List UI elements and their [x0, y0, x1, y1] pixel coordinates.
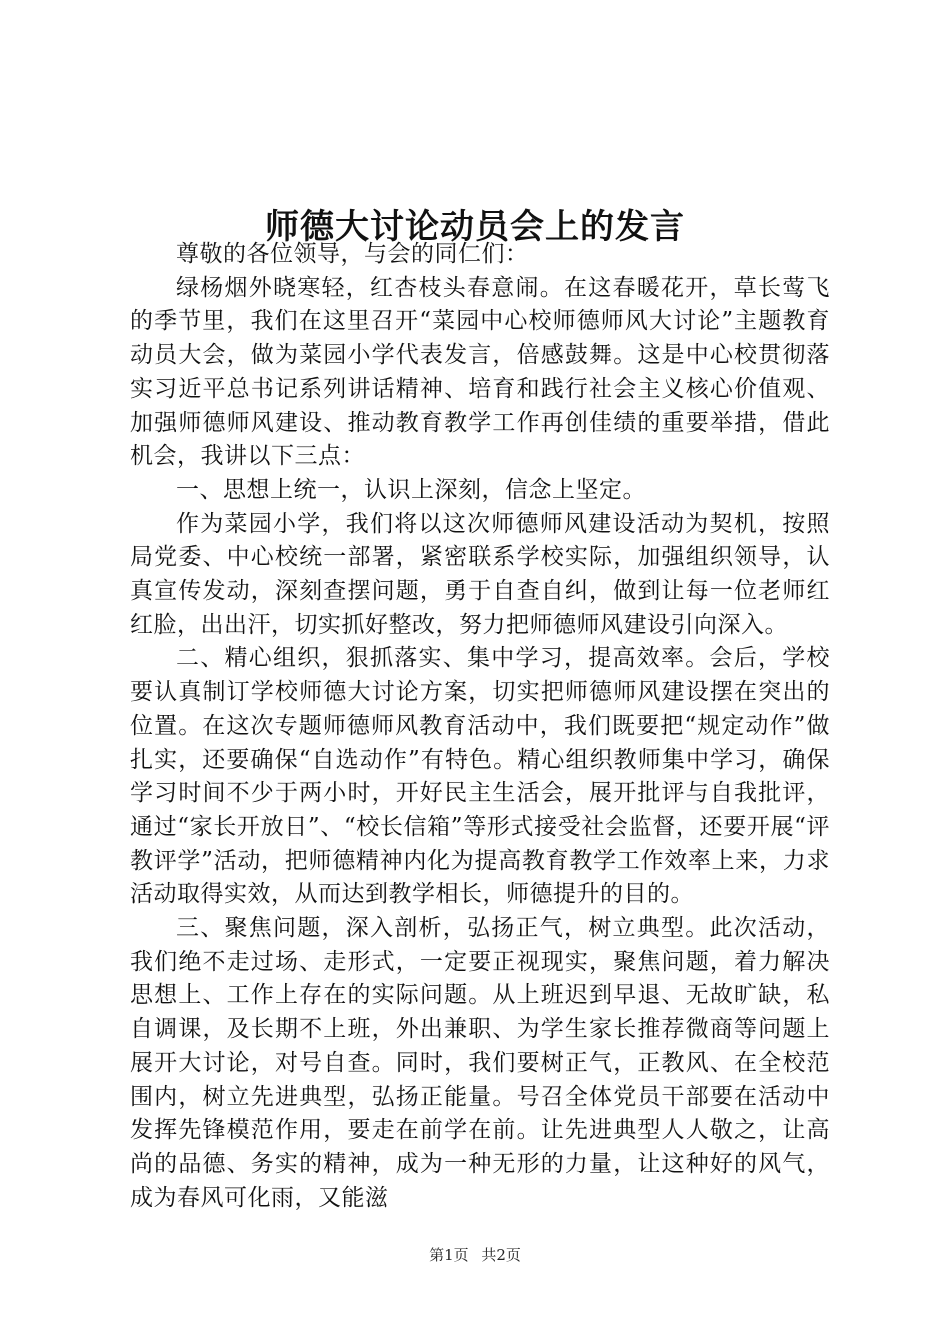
document-title: 师德大讨论动员会上的发言	[265, 206, 685, 247]
body-paragraph: 绿杨烟外晓寒轻，红杏枝头春意闹。在这春暖花开，草长莺飞的季节里，我们在这里召开“菜园中心校师德师风大讨论”主题教育动员大会，做为菜园小学代表发言，倍感鼓舞。这是中心校贯彻落实习近平总书记系列讲话精神、培育和践行社会主义核心价值观、加强师德师风建设、推动教育教学工作再创佳绩的重要举措，借此机会，我讲以下三点：	[130, 274, 830, 470]
document-body	[130, 238, 830, 1215]
page-total: 共2页	[481, 1246, 521, 1264]
salutation-paragraph: 尊敬的各位领导，与会的同仁们：	[176, 241, 529, 267]
page-footer	[0, 1244, 950, 1266]
section-heading-1: 一、思想上统一，认识上深刻，信念上坚定。	[176, 476, 646, 503]
body-paragraph: 三、聚焦问题，深入剖析，弘扬正气，树立典型。此次活动，我们绝不走过场、走形式，一定要正视现实，聚焦问题，着力解决思想上、工作上存在的实际问题。从上班迟到早退、无故旷缺，私自调课，及长期不上班，外出兼职、为学生家长推荐微商等问题上展开大讨论，对号自查。同时，我们要树正气，正教风、在全校范围内，树立先进典型，弘扬正能量。号召全体党员干部要在活动中发挥先锋模范作用，要走在前学在前。让先进典型人人敬之，让高尚的品德、务实的精神，成为一种无形的力量，让这种好的风气，成为春风可化雨，又能滋	[130, 915, 830, 1211]
page-number: 第1页	[429, 1246, 469, 1264]
body-paragraph: 二、精心组织，狠抓落实、集中学习，提高效率。会后，学校要认真制订学校师德大讨论方案，切实把师德师风建设摆在突出的位置。在这次专题师德师风教育活动中，我们既要把“规定动作”做扎实，还要确保“自选动作”有特色。精心组织教师集中学习，确保学习时间不少于两小时，开好民主生活会，展开批评与自我批评，通过“家长开放日”、“校长信箱”等形式接受社会监督，还要开展“评教评学”活动，把师德精神内化为提高教育教学工作效率上来，力求活动取得实效，从而达到教学相长，师德提升的目的。	[130, 645, 830, 908]
body-paragraph: 作为菜园小学，我们将以这次师德师风建设活动为契机，按照局党委、中心校统一部署，紧密联系学校实际，加强组织领导，认真宣传发动，深刻查摆问题，勇于自查自纠，做到让每一位老师红红脸，出出汗，切实抓好整改，努力把师德师风建设引向深入。	[130, 510, 830, 638]
